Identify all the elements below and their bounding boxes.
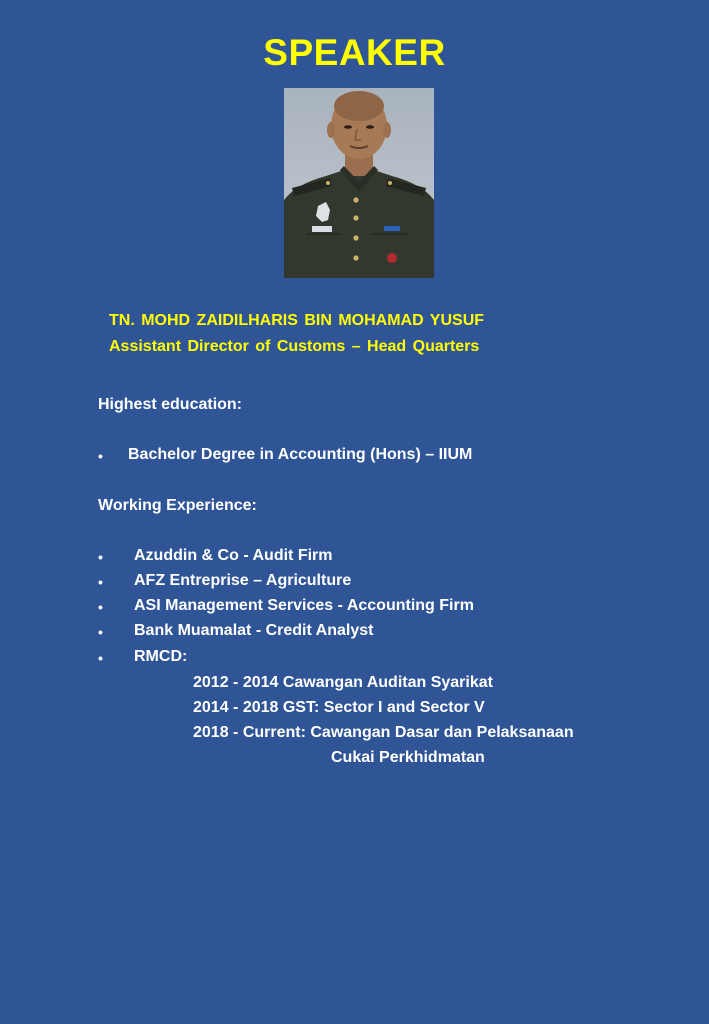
experience-item: AFZ Entreprise – Agriculture: [134, 572, 352, 589]
experience-bullet: •: [98, 549, 103, 565]
rmcd-history-line: Cukai Perkhidmatan: [331, 749, 485, 766]
experience-bullet: •: [98, 599, 103, 615]
rmcd-history-line: 2018 - Current: Cawangan Dasar dan Pelaksanaan: [193, 724, 574, 741]
experience-item: Azuddin & Co - Audit Firm: [134, 547, 333, 564]
education-item: Bachelor Degree in Accounting (Hons) – IIUM: [128, 446, 473, 463]
rmcd-history-line: 2014 - 2018 GST: Sector I and Sector V: [193, 699, 485, 716]
experience-bullet: •: [98, 574, 103, 590]
experience-bullet: •: [98, 650, 103, 666]
rmcd-history-line: 2012 - 2014 Cawangan Auditan Syarikat: [193, 674, 493, 691]
speaker-role: Assistant Director of Customs – Head Quarters: [109, 338, 480, 355]
experience-item: Bank Muamalat - Credit Analyst: [134, 622, 374, 639]
education-heading: Highest education:: [98, 396, 243, 413]
education-bullet: •: [98, 448, 103, 464]
speaker-name: TN. MOHD ZAIDILHARIS BIN MOHAMAD YUSUF: [109, 312, 485, 329]
experience-bullet: •: [98, 624, 103, 640]
speaker-photo: [284, 88, 434, 278]
experience-item: RMCD:: [134, 648, 188, 665]
experience-item: ASI Management Services - Accounting Firm: [134, 597, 474, 614]
page-title: SPEAKER: [263, 32, 446, 73]
experience-heading: Working Experience:: [98, 497, 257, 514]
